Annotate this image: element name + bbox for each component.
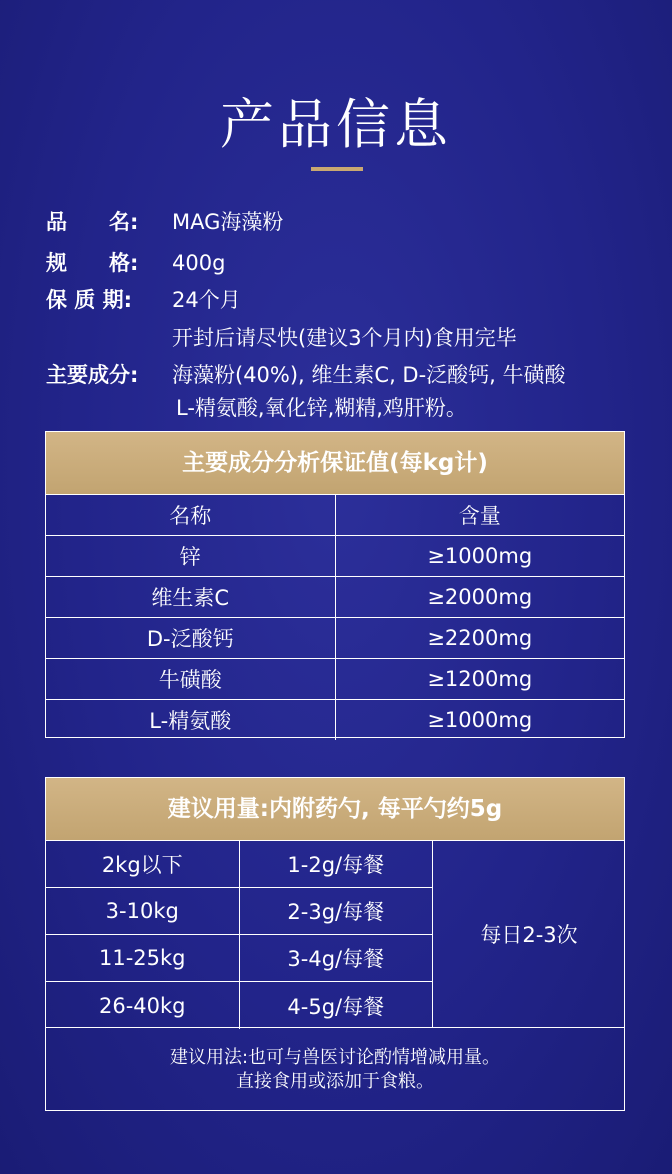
dose-frequency: 每日2-3次 xyxy=(432,841,625,1027)
table-row xyxy=(46,658,624,699)
ingredient-name: 牛磺酸 xyxy=(158,668,222,692)
analysis-table xyxy=(45,431,625,738)
title-underline xyxy=(311,167,363,171)
ingredient-name: D-泛酸钙 xyxy=(146,627,234,651)
spec-label: 规 格: xyxy=(46,251,139,275)
dose-amount: 2-3g/每餐 xyxy=(239,888,433,934)
page-title: 产品信息 xyxy=(220,93,452,156)
dose-amount: 4-5g/每餐 xyxy=(239,982,433,1029)
weight-range: 11-25kg xyxy=(98,946,186,970)
info-row-name xyxy=(46,207,284,237)
table-row xyxy=(46,841,432,888)
table-row xyxy=(46,576,624,617)
table-row xyxy=(46,699,624,740)
name-label: 品 名: xyxy=(46,210,139,234)
spec-value: 400g xyxy=(172,251,226,275)
dosage-grid xyxy=(46,840,624,1027)
ingredient-amount: ≥1000mg xyxy=(335,536,625,576)
ingredient-name: 维生素C xyxy=(151,586,230,610)
shelf-note: 开封后请尽快(建议3个月内)食用完毕 xyxy=(172,326,517,350)
dosage-heading: 建议用量:内附药勺, 每平勺约5g xyxy=(46,778,624,840)
column-header-amount: 含量 xyxy=(335,495,625,535)
table-row xyxy=(46,617,624,658)
weight-range: 3-10kg xyxy=(105,899,179,923)
ingredient-amount: ≥1000mg xyxy=(335,700,625,740)
usage-note xyxy=(46,1027,624,1137)
shelf-label: 保 质 期: xyxy=(46,288,133,312)
table-row xyxy=(46,888,432,935)
ingredient-name: L-精氨酸 xyxy=(149,709,232,733)
shelf-value: 24个月 xyxy=(172,288,241,312)
usage-line-1: 建议用法:也可与兽医讨论酌情增减用量。 xyxy=(169,1047,501,1068)
dosage-table xyxy=(45,777,625,1111)
info-row-ingredients xyxy=(46,360,566,390)
analysis-header-row xyxy=(46,494,624,535)
dosage-rows xyxy=(46,841,432,1029)
ingredient-amount: ≥1200mg xyxy=(335,659,625,699)
ingredient-amount: ≥2000mg xyxy=(335,577,625,617)
info-row-spec xyxy=(46,248,226,278)
usage-line-2: 直接食用或添加于食粮。 xyxy=(236,1071,434,1092)
weight-range: 2kg以下 xyxy=(101,853,183,877)
dose-amount: 1-2g/每餐 xyxy=(239,841,433,887)
table-row xyxy=(46,935,432,982)
ingredients-line1: 海藻粉(40%), 维生素C, D-泛酸钙, 牛磺酸 xyxy=(172,363,566,387)
ingredient-name: 锌 xyxy=(179,545,201,569)
info-row-shelf xyxy=(46,285,241,315)
analysis-heading: 主要成分分析保证值(每kg计) xyxy=(46,432,624,494)
dose-amount: 3-4g/每餐 xyxy=(239,935,433,981)
table-row xyxy=(46,535,624,576)
table-row xyxy=(46,982,432,1029)
column-header-name: 名称 xyxy=(169,504,212,528)
ingredients-line2: L-精氨酸,氧化锌,糊精,鸡肝粉。 xyxy=(176,396,467,420)
ingredient-amount: ≥2200mg xyxy=(335,618,625,658)
ingredients-label: 主要成分: xyxy=(46,363,139,387)
weight-range: 26-40kg xyxy=(98,993,186,1018)
name-value: MAG海藻粉 xyxy=(172,210,284,234)
